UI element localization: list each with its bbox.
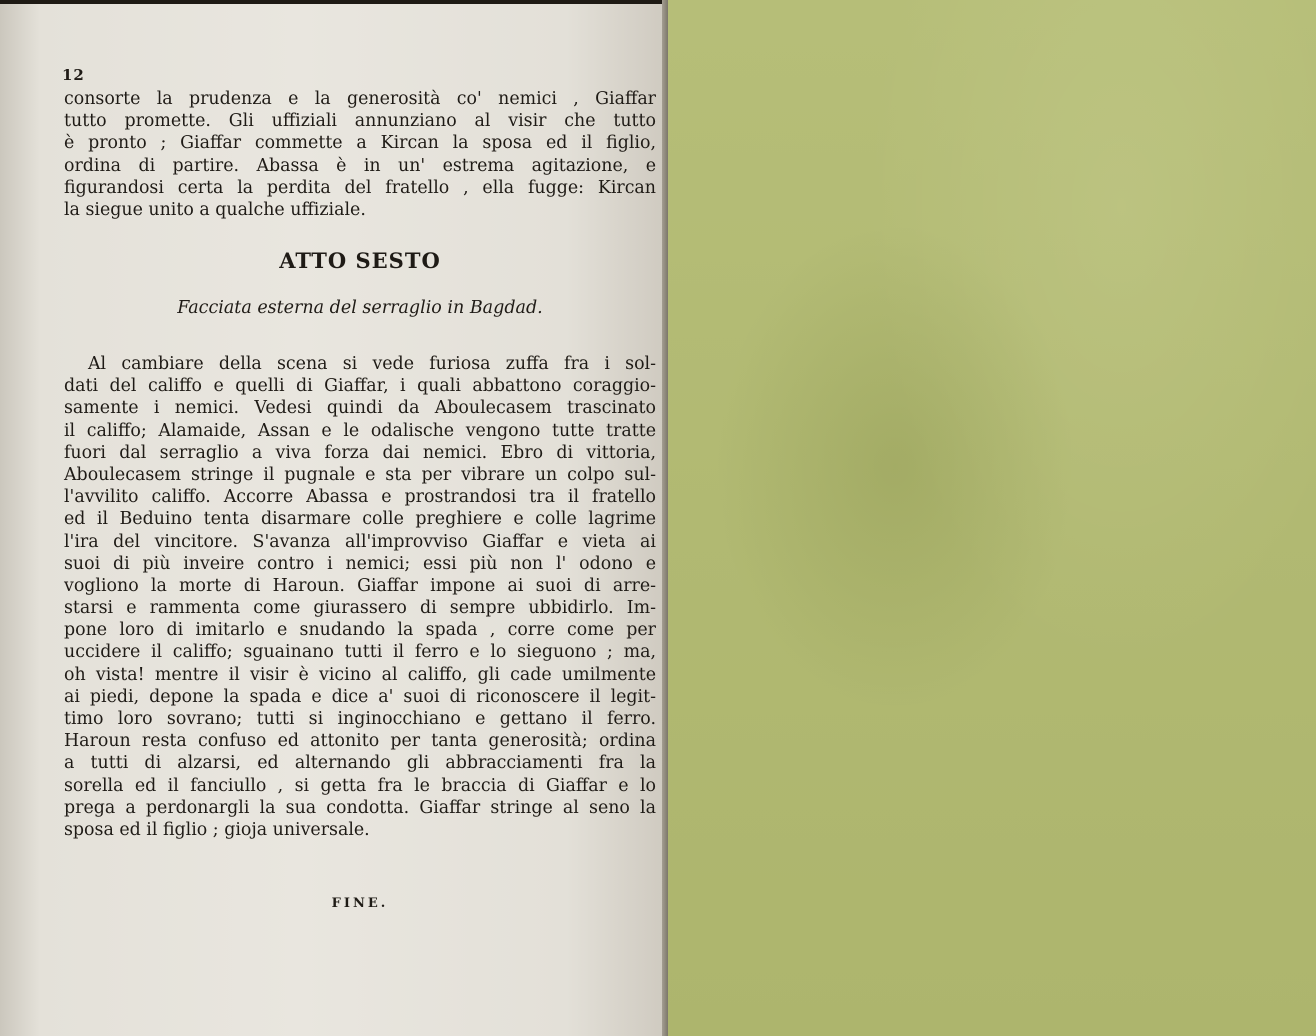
text-line: ai piedi, depone la spada e dice a' suoi di riconoscere il legit-: [64, 686, 656, 707]
text-line: ordina di partire. Abassa è in un' estrema agitazione, e: [64, 155, 656, 176]
paragraph-continuation: [64, 88, 656, 221]
right-page-green-cover: [668, 0, 1316, 1036]
text-line: ed il Beduino tenta disarmare colle preghiere e colle lagrime: [64, 509, 656, 530]
text-line: Aboulecasem stringe il pugnale e sta per vibrare un colpo sul-: [64, 464, 656, 485]
act-title: ATTO SESTO: [279, 248, 441, 273]
text-line: è pronto ; Giaffar commette a Kircan la sposa ed il figlio,: [64, 133, 656, 154]
text-line: vogliono la morte di Haroun. Giaffar impone ai suoi di arre-: [64, 575, 656, 596]
text-line: tutto promette. Gli uffiziali annunziano al visir che tutto: [64, 111, 656, 132]
scene-heading: Facciata esterna del serraglio in Bagdad.: [177, 298, 543, 318]
text-line: a tutti di alzarsi, ed alternando gli abbracciamenti fra la: [64, 753, 656, 774]
text-line: il califfo; Alamaide, Assan e le odalische vengono tutte tratte: [64, 420, 656, 441]
text-line: pone loro di imitarlo e snudando la spada , corre come per: [64, 620, 656, 641]
text-line: Haroun resta confuso ed attonito per tanta generosità; ordina: [64, 731, 656, 752]
text-line: oh vista! mentre il visir è vicino al califfo, gli cade umilmente: [64, 664, 656, 685]
text-line: sposa ed il figlio ; gioja universale.: [64, 819, 370, 840]
text-line: dati del califfo e quelli di Giaffar, i quali abbattono coraggio-: [64, 376, 656, 397]
text-line: l'ira del vincitore. S'avanza all'improvviso Giaffar e vieta ai: [64, 531, 656, 552]
text-line: fuori dal serraglio a viva forza dai nemici. Ebro di vittoria,: [64, 442, 656, 463]
text-line: sorella ed il fanciullo , si getta fra le braccia di Giaffar e lo: [64, 775, 656, 796]
text-line: Al cambiare della scena si vede furiosa zuffa fra i sol-: [88, 354, 656, 374]
text-line: starsi e rammenta come giurassero di sempre ubbidirlo. Im-: [64, 598, 656, 619]
text-line: samente i nemici. Vedesi quindi da Aboulecasem trascinato: [64, 398, 656, 419]
text-line: figurandosi certa la perdita del fratello , ella fugge: Kircan: [64, 177, 656, 198]
page-number: 12: [62, 66, 85, 84]
text-line: l'avvilito califfo. Accorre Abassa e prostrandosi tra il fratello: [64, 487, 656, 508]
paragraph-scene-description: [64, 353, 656, 841]
text-line: prega a perdonargli la sua condotta. Giaffar stringe al seno la: [64, 797, 656, 818]
text-line: suoi di più inveire contro i nemici; essi più non l' odono e: [64, 553, 656, 574]
text-line: timo loro sovrano; tutti si inginocchiano e gettano il ferro.: [64, 709, 656, 729]
end-mark: FINE.: [331, 896, 389, 911]
text-line: consorte la prudenza e la generosità co' nemici , Giaffar: [64, 89, 656, 109]
text-line: uccidere il califfo; sguainano tutti il ferro e lo sieguono ; ma,: [64, 642, 656, 663]
text-line: la siegue unito a qualche uffiziale.: [64, 199, 366, 220]
